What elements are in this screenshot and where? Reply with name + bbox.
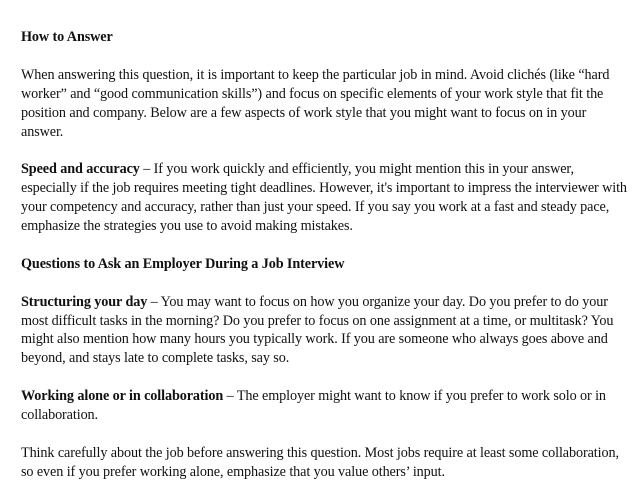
questions-heading: Questions to Ask an Employer During a Job Interview [21, 255, 345, 272]
speed-accuracy-lead: Speed and accuracy [21, 161, 140, 178]
section-title: How to Answer [21, 29, 113, 45]
speed-accuracy-body: – If you work quickly and efficiently, you might mention this in your answer, especially if the job requires meeting tight deadlines. However, it's important to impress the interviewer with your competency and accuracy, rather than just your speed. If you say you work at a fast and steady pace, emphasize the strategies you use to avoid making mistakes. [21, 161, 627, 235]
document-page [21, 28, 627, 501]
speed-accuracy-paragraph [21, 160, 627, 236]
closing-paragraph: Think carefully about the job before answering this question. Most jobs require at least some collaboration, so even if you prefer working alone, emphasize that you value others’ input. [21, 444, 619, 480]
collaboration-lead: Working alone or in collaboration [21, 388, 224, 405]
structuring-paragraph [21, 293, 627, 369]
structuring-body: – You may want to focus on how you organize your day. Do you prefer to do your most difficult tasks in the morning? Do you prefer to focus on one assignment at a time, or multitask? You might also mention how many hours you typically work. If you are someone who always goes above and beyond, and stays late to complete tasks, say so. [21, 293, 614, 367]
collaboration-paragraph [21, 387, 627, 425]
structuring-lead: Structuring your day [21, 293, 148, 310]
collaboration-body: – The employer might want to know if you prefer to work solo or in collaboration. [21, 388, 606, 424]
intro-paragraph: When answering this question, it is important to keep the particular job in mind. Avoid clichés (like “hard worker” and “good communication skills”) and focus on specific elements of your work style that fit the position and company. Below are a few aspects of work style that you might want to focus on in your answer. [21, 66, 610, 140]
